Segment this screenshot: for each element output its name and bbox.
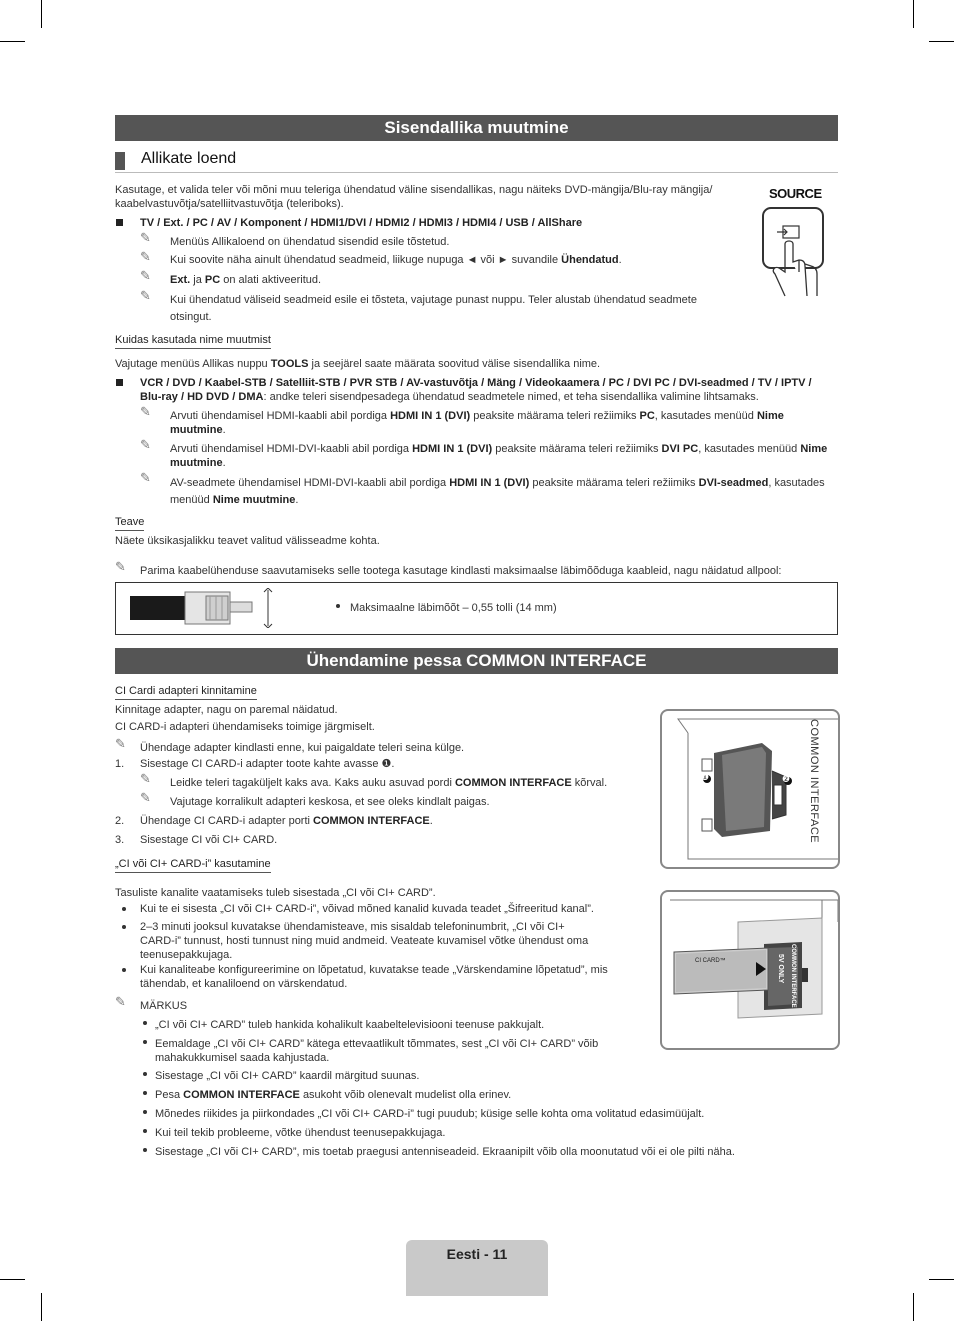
step-text: Sisestage CI CARD-i adapter toote kahte avasse ❶. (140, 758, 395, 770)
subsection-source-list (115, 150, 838, 173)
square-bullet (116, 219, 123, 226)
note-icon: ✎ (140, 288, 151, 303)
source-label: SOURCE (769, 186, 822, 201)
cable-box (115, 582, 838, 635)
info-text: Näete üksikasjalikku teavet valitud välisseadme kohta. (115, 535, 380, 547)
step-text: Sisestage CI või CI+ CARD. (140, 834, 278, 846)
slot-label: COMMON INTERFACE (790, 944, 796, 1008)
note-text: Kui ühendatud väliseid seadmeid esile ei tõsteta, vajutage punast nuppu. Teler alustab ühendatud seadmete otsingut. (170, 294, 697, 323)
source-button-illustration (755, 186, 835, 301)
note-text: Arvuti ühendamisel HDMI-DVI-kaabli abil pordiga HDMI IN 1 (DVI) peaksite määrama teleri režiimiks DVI PC, kasutades menüüd Nime muutmine. (170, 443, 828, 469)
note-item: Sisestage „CI või CI+ CARD” kaardil märgitud suunas. (155, 1070, 420, 1082)
ci-adapter-figure (660, 709, 840, 869)
note-item: Sisestage „CI või CI+ CARD”, mis toetab praegusi antenniseadeid. Ekraanipilt võib olla moonutatud või ei ole pilti näha. (155, 1146, 735, 1158)
crop-mark (41, 1293, 42, 1321)
note-text: Vajutage korralikult adapteri keskosa, et see oleks kindlalt paigas. (170, 796, 490, 808)
source-list: TV / Ext. / PC / AV / Komponent / HDMI1/DVI / HDMI2 / HDMI3 / HDMI4 / USB / AllShare (140, 217, 583, 229)
note-item: Pesa COMMON INTERFACE asukoht võib olenevalt mudelist olla erinev. (155, 1089, 512, 1101)
step-number: 3. (115, 834, 125, 846)
ci-use-heading: „CI või CI+ CARD-i” kasutamine (115, 858, 271, 873)
note-icon: ✎ (140, 230, 151, 245)
note-icon: ✎ (140, 790, 151, 805)
note-icon: ✎ (140, 771, 151, 786)
step-number: 2. (115, 815, 125, 827)
bullet-text: Kui te ei sisesta „CI või CI+ CARD-i”, võivad mõned kanalid kuvada teadet „Šifreeritud kanal”. (140, 903, 594, 915)
note-icon: ✎ (140, 268, 151, 283)
note-title: MÄRKUS (140, 1000, 188, 1012)
marker-2: ❷ (782, 774, 791, 784)
bullet (143, 1040, 147, 1044)
bullet (143, 1021, 147, 1025)
crop-mark (929, 41, 954, 42)
note-icon: ✎ (115, 736, 126, 751)
note-item: „CI või CI+ CARD” tuleb hankida kohalikult kaabeltelevisiooni teenuse pakkujalt. (155, 1019, 545, 1031)
voltage-label: 5V ONLY (777, 954, 784, 984)
note-text: Arvuti ühendamisel HDMI-kaabli abil pordiga HDMI IN 1 (DVI) peaksite määrama teleri režiimiks PC, kasutades menüüd Nime muutmine. (170, 410, 784, 436)
note-text: Ext. ja PC on alati aktiveeritud. (170, 274, 322, 286)
bullet (143, 1148, 147, 1152)
subsection-marker (115, 152, 125, 170)
marker-1: ❶ (701, 772, 710, 782)
device-list: VCR / DVD / Kaabel-STB / Satelliit-STB / PVR STB / AV-vastuvõtja / Mäng / Videokaamera / PC / DVI PC / DVI-seadmed / TV / IPTV / Blu-ray / HD DVD / DMA: andke teleri sisendpesadega ühendatud seadmetele nimed, et teha sisendallika valimine lihtsamaks. (140, 377, 812, 403)
crop-mark (0, 41, 25, 42)
cable-spec: Maksimaalne läbimõõt – 0,55 tolli (14 mm) (350, 602, 557, 614)
note-text: Menüüs Allikaloend on ühendatud sisendid esile tõstetud. (170, 236, 450, 248)
bullet-text: Kui kanaliteabe konfigureerimine on lõpetatud, kuvatakse teade „Värskendamine lõpetatud”, mis tähendab, et kanaliloend on värskendatud. (140, 964, 608, 990)
note-icon: ✎ (115, 559, 126, 574)
bullet (143, 1091, 147, 1095)
note-icon: ✎ (140, 249, 151, 264)
ci-heading: CI Cardi adapteri kinnitamine (115, 685, 257, 700)
section-title-ci: Ühendamine pessa COMMON INTERFACE (115, 648, 838, 674)
ci-text: Kinnitage adapter, nagu on paremal näidatud. (115, 704, 338, 716)
crop-mark (929, 1279, 954, 1280)
page-footer (406, 1240, 548, 1296)
note-text: Kui soovite näha ainult ühendatud seadmeid, liikuge nupuga ◄ või ► suvandile Ühendatud. (170, 254, 622, 266)
rename-text: Vajutage menüüs Allikas nuppu TOOLS ja seejärel saate määrata soovitud välise sisendallika nime. (115, 358, 601, 370)
rename-heading: Kuidas kasutada nime muutmist (115, 334, 271, 349)
note-text: AV-seadmete ühendamisel HDMI-DVI-kaabli abil pordiga HDMI IN 1 (DVI) peaksite määrama teleri režiimiks DVI-seadmed, kasutades menüüd Nime muutmine. (170, 477, 825, 506)
note-icon: ✎ (140, 404, 151, 419)
bullet (143, 1072, 147, 1076)
note-item: Mõnedes riikides ja piirkondades „CI või CI+ CARD-i” tugi puudub; küsige selle kohta oma volitatud edasimüüjalt. (155, 1108, 705, 1120)
note-icon: ✎ (140, 470, 151, 485)
source-button-icon (755, 200, 835, 300)
ci-note: Ühendage adapter kindlasti enne, kui paigaldate teleri seina külge. (140, 742, 465, 754)
subsection-title: Allikate loend (141, 150, 237, 167)
ci-card-label: CI CARD™ (695, 958, 726, 964)
cable-note: Parima kaabelühenduse saavutamiseks selle tootega kasutage kindlasti maksimaalse läbimõõduga kaableid, nagu näidatud allpool: (140, 565, 782, 577)
bullet (143, 1129, 147, 1133)
section-title-source: Sisendallika muutmine (115, 115, 838, 141)
info-heading: Teave (115, 516, 144, 531)
ci-use-intro: Tasuliste kanalite vaatamiseks tuleb sisestada „CI või CI+ CARD”. (115, 887, 436, 899)
square-bullet (116, 379, 123, 386)
page-number: Eesti - 11 (446, 1246, 508, 1262)
bullet (122, 925, 126, 929)
ci-card-illustration (662, 892, 838, 1048)
bullet (336, 604, 340, 608)
note-icon: ✎ (140, 437, 151, 452)
step-number: 1. (115, 758, 125, 770)
bullet (143, 1110, 147, 1114)
note-item: Kui teil tekib probleeme, võtke ühendust teenusepakkujaga. (155, 1127, 446, 1139)
crop-mark (913, 0, 914, 28)
crop-mark (913, 1293, 914, 1321)
note-item: Eemaldage „CI või CI+ CARD” kätega ettevaatlikult tõmmates, sest „CI või CI+ CARD” võib mahakukkumisel saada kahjustada. (155, 1038, 599, 1064)
crop-mark (41, 0, 42, 28)
bullet (122, 968, 126, 972)
note-text: Leidke teleri tagaküljelt kaks ava. Kaks auku asuvad pordi COMMON INTERFACE kõrval. (170, 777, 608, 789)
common-interface-label: COMMON INTERFACE (808, 719, 820, 844)
bullet (122, 907, 126, 911)
note-icon: ✎ (115, 994, 126, 1009)
ci-card-figure (660, 890, 840, 1050)
bullet-text: 2–3 minuti jooksul kuvatakse ühendamisteave, mis sisaldab telefoninumbrit, „CI või CI+ CARD-i” tunnust, hosti tunnust ning muid andmeid. Veateate kuvamisel võtke ühendust oma teenusepakkujaga. (140, 921, 589, 961)
cable-illustration (130, 588, 310, 628)
ci-text: CI CARD-i adapteri ühendamiseks toimige järgmiselt. (115, 721, 375, 733)
intro-text: Kasutage, et valida teler või mõni muu teleriga ühendatud väline sisendallikas, nagu näiteks DVD-mängija/Blu-ray mängija/ kaabelvastuvõtja/satelliitvastuvõtja (teleriboks). (115, 184, 713, 210)
step-text: Ühendage CI CARD-i adapter porti COMMON INTERFACE. (140, 815, 433, 827)
crop-mark (0, 1279, 25, 1280)
